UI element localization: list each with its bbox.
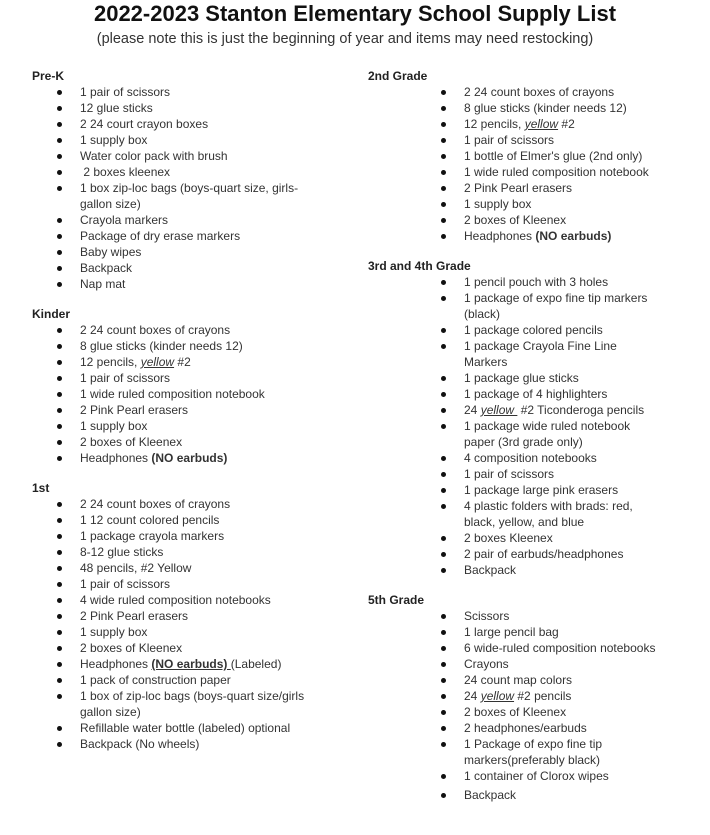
kinder-list [32,322,362,466]
list-item: 1 pair of scissors [368,132,698,148]
list-item: Backpack [368,562,698,578]
list-item: 1 wide ruled composition notebook [368,164,698,180]
bullet-icon [57,534,62,539]
list-item: 1 pencil pouch with 3 holes [368,274,698,290]
list-item: 6 wide-ruled composition notebooks [368,640,698,656]
bullet-icon [441,646,446,651]
list-item: 2 boxes of Kleenex [32,640,362,656]
list-item: 2 24 count boxes of crayons [368,84,698,100]
bullet-icon [441,280,446,285]
list-item: 1 package of 4 highlighters [368,386,698,402]
list-item: 2 24 court crayon boxes [32,116,362,132]
list-item: Refillable water bottle (labeled) optional [32,720,362,736]
bullet-icon [57,566,62,571]
bullet-icon [441,742,446,747]
list-item: 24 yellow #2 Ticonderoga pencils [368,402,698,418]
list-item: 1 pair of scissors [32,370,362,386]
list-item: 4 composition notebooks [368,450,698,466]
bullet-icon [441,328,446,333]
bullet-icon [57,90,62,95]
list-item: 1 package wide ruled notebook paper (3rd grade only) [368,418,698,450]
bullet-icon [441,774,446,779]
bullet-icon [57,550,62,555]
list-item: 1 supply box [368,196,698,212]
bullet-icon [441,202,446,207]
bullet-icon [57,376,62,381]
bullet-icon [441,90,446,95]
bullet-icon [57,646,62,651]
bullet-icon [57,218,62,223]
list-item: Nap mat [32,276,362,292]
list-item: 48 pencils, #2 Yellow [32,560,362,576]
bullet-icon [57,328,62,333]
list-item: 12 pencils, yellow #2 [368,116,698,132]
list-item: 1 pair of scissors [32,84,362,100]
list-item: 1 box zip-loc bags (boys-quart size, girls- gallon size) [32,180,362,212]
bullet-icon [441,630,446,635]
section-kinder [32,306,362,466]
bullet-icon [441,568,446,573]
bullet-icon [441,234,446,239]
list-item: Scissors [368,608,698,624]
prek-list [32,84,362,292]
list-item: 2 boxes of Kleenex [32,434,362,450]
bullet-icon [57,598,62,603]
bullet-icon [441,376,446,381]
list-item: 2 pair of earbuds/headphones [368,546,698,562]
list-item: 2 boxes kleenex [32,164,362,180]
page-title: 2022-2023 Stanton Elementary School Supply List [93,1,617,26]
bullet-icon [441,392,446,397]
bullet-icon [441,344,446,349]
bullet-icon [441,694,446,699]
bullet-icon [57,138,62,143]
section-first [32,480,362,752]
fifth-list [368,608,698,803]
bullet-icon [441,138,446,143]
bullet-icon [57,614,62,619]
list-item: Water color pack with brush [32,148,362,164]
section-heading-third-fourth: 3rd and 4th Grade [368,259,471,273]
list-item: 2 boxes Kleenex [368,530,698,546]
list-item: 8 glue sticks (kinder needs 12) [368,100,698,116]
bullet-icon [441,170,446,175]
bullet-icon [441,662,446,667]
list-item: 1 wide ruled composition notebook [32,386,362,402]
list-item: 1 package glue sticks [368,370,698,386]
bullet-icon [441,186,446,191]
list-item: 1 box of zip-loc bags (boys-quart size/girls gallon size) [32,688,362,720]
list-item: 1 pair of scissors [32,576,362,592]
list-item: 2 Pink Pearl erasers [368,180,698,196]
list-item: Headphones (NO earbuds) (Labeled) [32,656,362,672]
list-item: 2 24 count boxes of crayons [32,496,362,512]
bullet-icon [441,456,446,461]
bullet-icon [57,344,62,349]
list-item: 4 wide ruled composition notebooks [32,592,362,608]
list-item: 1 package Crayola Fine Line Markers [368,338,698,370]
list-item: 1 supply box [32,132,362,148]
bullet-icon [57,408,62,413]
list-item: 2 Pink Pearl erasers [32,608,362,624]
list-item: 2 boxes of Kleenex [368,704,698,720]
bullet-icon [441,472,446,477]
bullet-icon [57,250,62,255]
bullet-icon [441,710,446,715]
list-item: Backpack [32,260,362,276]
list-item: 1 bottle of Elmer's glue (2nd only) [368,148,698,164]
bullet-icon [57,266,62,271]
section-heading-kinder: Kinder [32,307,71,321]
list-item: 1 pair of scissors [368,466,698,482]
second-list [368,84,698,244]
list-item: 12 pencils, yellow #2 [32,354,362,370]
list-item: 2 boxes of Kleenex [368,212,698,228]
bullet-icon [441,678,446,683]
bullet-icon [57,662,62,667]
bullet-icon [57,726,62,731]
list-item: 2 24 count boxes of crayons [32,322,362,338]
bullet-icon [57,440,62,445]
bullet-icon [57,282,62,287]
bullet-icon [441,408,446,413]
bullet-icon [57,392,62,397]
list-item: 1 Package of expo fine tip markers(preferably black) [368,736,698,768]
section-heading-prek: Pre-K [32,69,65,83]
bullet-icon [441,488,446,493]
list-item: Crayons [368,656,698,672]
bullet-icon [57,518,62,523]
section-heading-first: 1st [32,481,50,495]
list-item: Backpack [368,787,698,803]
bullet-icon [441,504,446,509]
bullet-icon [57,234,62,239]
list-item: 2 Pink Pearl erasers [32,402,362,418]
bullet-icon [57,678,62,683]
list-item: 1 12 count colored pencils [32,512,362,528]
bullet-icon [57,122,62,127]
list-item: 12 glue sticks [32,100,362,116]
bullet-icon [441,614,446,619]
bullet-icon [441,536,446,541]
bullet-icon [441,106,446,111]
section-prek [32,68,362,292]
bullet-icon [57,582,62,587]
bullet-icon [441,793,446,798]
list-item: 1 package of expo fine tip markers (black) [368,290,698,322]
list-item: Package of dry erase markers [32,228,362,244]
list-item: 1 large pencil bag [368,624,698,640]
bullet-icon [57,106,62,111]
list-item: 1 package large pink erasers [368,482,698,498]
bullet-icon [57,186,62,191]
section-heading-second: 2nd Grade [368,69,428,83]
bullet-icon [57,170,62,175]
list-item: 1 pack of construction paper [32,672,362,688]
bullet-icon [441,424,446,429]
bullet-icon [57,630,62,635]
section-fifth [368,592,698,803]
list-item: 24 count map colors [368,672,698,688]
list-item: Headphones (NO earbuds) [368,228,698,244]
bullet-icon [441,122,446,127]
list-item: 2 headphones/earbuds [368,720,698,736]
list-item: Crayola markers [32,212,362,228]
bullet-icon [441,726,446,731]
third-fourth-list [368,274,698,578]
bullet-icon [441,154,446,159]
section-third-fourth [368,258,698,578]
section-heading-fifth: 5th Grade [368,593,425,607]
bullet-icon [57,456,62,461]
bullet-icon [57,424,62,429]
list-item: 1 package colored pencils [368,322,698,338]
bullet-icon [57,502,62,507]
list-item: 1 container of Clorox wipes [368,768,698,784]
list-item: Headphones (NO earbuds) [32,450,362,466]
list-item: Baby wipes [32,244,362,260]
list-item: 4 plastic folders with brads: red, black, yellow, and blue [368,498,698,530]
list-item: 1 supply box [32,418,362,434]
list-item: 8-12 glue sticks [32,544,362,560]
list-item: 24 yellow #2 pencils [368,688,698,704]
list-item: 1 package crayola markers [32,528,362,544]
list-item: 8 glue sticks (kinder needs 12) [32,338,362,354]
bullet-icon [441,552,446,557]
bullet-icon [57,154,62,159]
bullet-icon [57,742,62,747]
bullet-icon [441,218,446,223]
first-list [32,496,362,752]
bullet-icon [57,694,62,699]
bullet-icon [57,360,62,365]
list-item: 1 supply box [32,624,362,640]
page-subtitle: (please note this is just the beginning of year and items may need restocking) [96,31,594,47]
list-item: Backpack (No wheels) [32,736,362,752]
bullet-icon [441,296,446,301]
section-second [368,68,698,244]
